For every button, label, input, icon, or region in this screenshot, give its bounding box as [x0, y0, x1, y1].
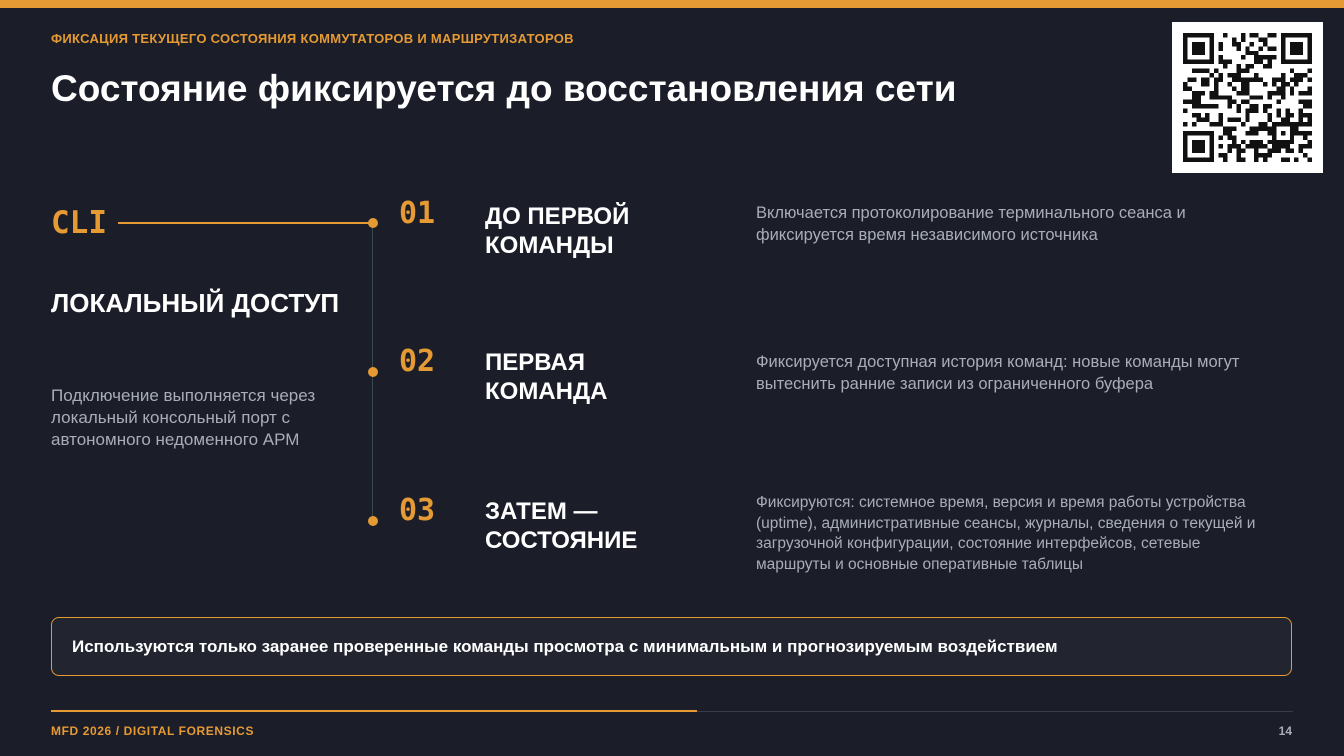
step-description: Фиксируются: системное время, версия и время работы устройства (uptime), административные сеансы, журналы, сведения о текущей и загрузочной конфигурации, состояние интерфейсов, сетевые маршруты и основные оперативные таблицы	[756, 494, 1256, 573]
slide-title: Состояние фиксируется до восстановления сети	[51, 68, 957, 109]
step-number: 01	[399, 196, 436, 231]
step-title: ДО ПЕРВОЙ КОМАНДЫ	[485, 203, 630, 259]
page-number: 14	[1278, 724, 1292, 738]
step-number: 02	[399, 344, 436, 379]
callout-text: Используются только заранее проверенные команды просмотра с минимальным и прогнозируемым воздействием	[72, 637, 1058, 656]
top-accent-bar	[0, 0, 1344, 8]
timeline-dot-2	[368, 367, 378, 377]
step-title: ПЕРВАЯ КОМАНДА	[485, 349, 608, 405]
footer-label: MFD 2026 / DIGITAL FORENSICS	[51, 724, 255, 738]
timeline-dot-3	[368, 516, 378, 526]
access-title: ЛОКАЛЬНЫЙ ДОСТУП	[51, 288, 340, 318]
section-kicker: ФИКСАЦИЯ ТЕКУЩЕГО СОСТОЯНИЯ КОММУТАТОРОВ И МАРШРУТИЗАТОРОВ	[51, 31, 574, 46]
step-description: Фиксируется доступная история команд: новые команды могут вытеснить ранние записи из ограниченного буфера	[756, 353, 1240, 393]
step-number: 03	[399, 493, 436, 528]
step-description: Включается протоколирование терминального сеанса и фиксируется время независимого источника	[756, 204, 1186, 244]
slide-progress-bar	[51, 711, 1293, 712]
callout-box	[51, 617, 1292, 676]
cli-connector-line	[118, 222, 372, 224]
access-description: Подключение выполняется через локальный консольный порт с автономного недоменного АРМ	[51, 386, 316, 449]
step-title: ЗАТЕМ — СОСТОЯНИЕ	[485, 498, 638, 554]
cli-label: CLI	[51, 205, 107, 241]
qr-code-icon	[1172, 22, 1323, 173]
timeline-dot-1	[368, 218, 378, 228]
slide-progress-fill	[51, 710, 697, 712]
